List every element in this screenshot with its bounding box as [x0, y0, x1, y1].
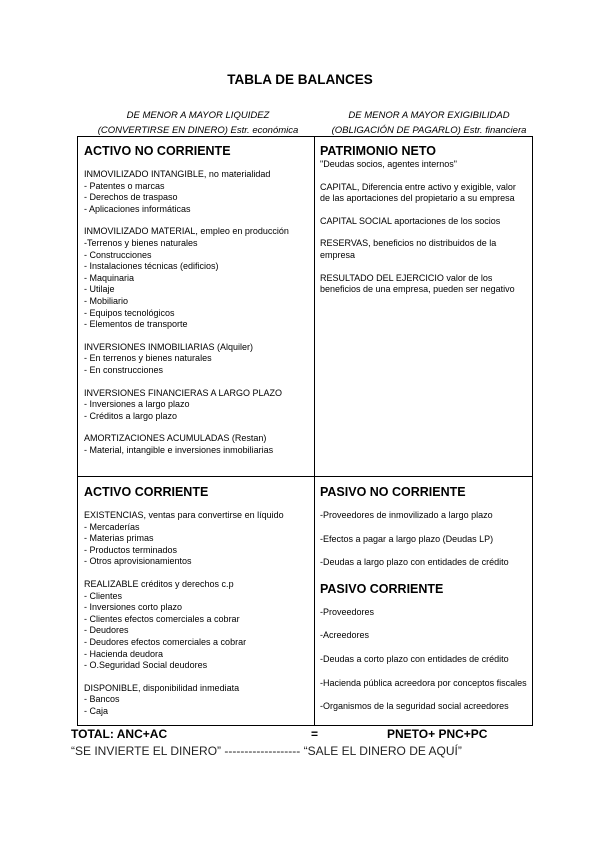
list-item: -Efectos a pagar a largo plazo (Deudas LP) [320, 533, 494, 544]
list-item: - Mobiliario [84, 295, 129, 306]
group-inversiones-inmobiliarias [84, 342, 310, 377]
list-item: -Proveedores [320, 606, 375, 617]
left-column-header [82, 108, 314, 138]
paragraph: RESERVAS, beneficios no distribuidos de la empresa [320, 238, 497, 260]
activo-corriente-cell [84, 484, 310, 729]
list-item: -Terrenos y bienes naturales [84, 237, 198, 248]
list-item: -Deudas a largo plazo con entidades de crédito [320, 557, 509, 568]
total-right: PNETO+ PNC+PC [387, 727, 488, 741]
group-realizable [84, 579, 310, 672]
list-item: - Mercaderías [84, 521, 140, 532]
list-item: - Clientes efectos comerciales a cobrar [84, 613, 240, 624]
list-item: -Proveedores de inmovilizado a largo plazo [320, 510, 493, 520]
list-item: - Deudores efectos comerciales a cobrar [84, 636, 247, 647]
quote-row: “SE INVIERTE EL DINERO” ------------------- “SALE EL DINERO DE AQUÍ” [71, 744, 462, 758]
group-title: INVERSIONES FINANCIERAS A LARGO PLAZO [84, 387, 283, 398]
group-amortizaciones [84, 433, 310, 456]
group-inmovilizado-intangible [84, 169, 310, 215]
activo-corriente-heading: ACTIVO CORRIENTE [84, 485, 209, 499]
right-header-line1: DE MENOR A MAYOR EXIGIBILIDAD [348, 110, 510, 121]
patrimonio-neto-cell [320, 143, 528, 307]
left-header-line2: (CONVERTIRSE EN DINERO) Estr. económica [97, 125, 299, 136]
pasivo-cell [320, 484, 528, 725]
list-item: -Deudas a corto plazo con entidades de crédito [320, 653, 509, 664]
list-item: - Elementos de transporte [84, 319, 188, 330]
group-title: REALIZABLE créditos y derechos c.p [84, 578, 234, 589]
activo-no-corriente-heading: ACTIVO NO CORRIENTE [84, 144, 231, 158]
list-item: - Equipos tecnológicos [84, 307, 175, 318]
list-item: - Créditos a largo plazo [84, 410, 178, 421]
group-disponible [84, 683, 310, 718]
list-item: - En terrenos y bienes naturales [84, 353, 212, 364]
list-item: - Utilaje [84, 284, 115, 295]
group-title: EXISTENCIAS, ventas para convertirse en líquido [84, 510, 284, 520]
right-column-header [318, 108, 540, 138]
group-inmovilizado-material [84, 226, 310, 330]
right-header-line2: (OBLIGACIÓN DE PAGARLO) Estr. financiera [331, 125, 527, 136]
list-item: - Hacienda deudora [84, 648, 164, 659]
list-item: - Aplicaciones informáticas [84, 203, 191, 214]
list-item: - Inversiones a largo plazo [84, 399, 190, 410]
group-title: INMOVILIZADO INTANGIBLE, no materialidad [84, 169, 271, 179]
left-header-line1: DE MENOR A MAYOR LIQUIDEZ [126, 110, 270, 121]
list-item: - Maquinaria [84, 272, 135, 283]
total-left: TOTAL: ANC+AC [71, 727, 168, 741]
total-equals: = [311, 727, 319, 741]
pasivo-corriente-heading: PASIVO CORRIENTE [320, 581, 444, 596]
list-item: - Instalaciones técnicas (edificios) [84, 261, 219, 272]
list-item: - Caja [84, 705, 109, 716]
pasivo-no-corriente-heading: PASIVO NO CORRIENTE [320, 485, 466, 499]
paragraph: RESULTADO DEL EJERCICIO valor de los beneficios de una empresa, pueden ser negativo [320, 272, 515, 295]
activo-no-corriente-cell [84, 143, 310, 467]
group-title: AMORTIZACIONES ACUMULADAS (Restan) [84, 433, 267, 444]
list-item: - Inversiones corto plazo [84, 602, 183, 613]
list-item: - Materias primas [84, 533, 154, 544]
list-item: - Deudores [84, 625, 129, 636]
table-vertical-divider [314, 137, 315, 725]
list-item: - O.Seguridad Social deudores [84, 660, 208, 671]
patrimonio-neto-heading: PATRIMONIO NETO [320, 144, 436, 158]
list-item: - En construcciones [84, 364, 164, 375]
list-item: -Hacienda pública acreedora por conceptos fiscales [320, 677, 527, 688]
list-item: - Patentes o marcas [84, 180, 165, 191]
list-item: -Acreedores [320, 630, 370, 641]
group-title: INMOVILIZADO MATERIAL, empleo en producción [84, 226, 289, 237]
list-item: - Productos terminados [84, 544, 178, 555]
patrimonio-subtitle: "Deudas socios, agentes internos" [320, 159, 457, 169]
list-item: - Clientes [84, 590, 123, 601]
paragraph: CAPITAL, Diferencia entre activo y exigible, valor de las aportaciones del propietario a su empresa [320, 181, 516, 204]
list-item: - Construcciones [84, 249, 152, 260]
balance-table [77, 136, 533, 726]
group-title: DISPONIBLE, disponibilidad inmediata [84, 682, 240, 693]
list-item: - Derechos de traspaso [84, 192, 178, 203]
page-title: TABLA DE BALANCES [227, 72, 373, 87]
list-item: - Otros aprovisionamientos [84, 556, 192, 567]
list-item: -Organismos de la seguridad social acreedores [320, 701, 509, 712]
list-item: - Bancos [84, 694, 120, 705]
table-horizontal-divider [78, 476, 532, 477]
paragraph: CAPITAL SOCIAL aportaciones de los socios [320, 215, 501, 226]
group-title: INVERSIONES INMOBILIARIAS (Alquiler) [84, 341, 254, 352]
list-item: - Material, intangible e inversiones inmobiliarias [84, 444, 274, 455]
group-existencias [84, 510, 310, 568]
group-inversiones-financieras [84, 388, 310, 423]
